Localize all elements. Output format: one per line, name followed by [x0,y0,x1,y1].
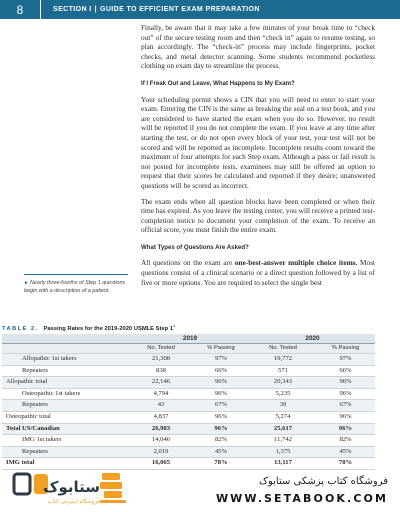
paragraph-cin: Your scheduling permit shows a CIN that you will need to enter to start your exam. Entering the CIN is the same as breaking the seal on a test book, and you are considered to have started the exam when you do so. However, no result will be reported if you do not complete the exam. If you leave at any time after starting the test, or do not open every block of your test, your test will not be scored and will be reported as incomplete. Incomplete results count toward the maximum of four attempts for each Step exam. Although a pass or fail result is not posted for incomplete tests, examinees may still be offered an option to request that their scores be calculated and reported if they desire; unanswered questions will be scored as incorrect. [141,94,375,190]
col-pct-passing-2020: % Passing [316,344,375,354]
section-label: SECTION I [53,6,92,13]
table-row: IMG 1st takers 14,046 82% 11,742 82% [2,435,375,447]
running-title [41,6,260,13]
emphasis-one-best-answer: one-best-answer multiple choice items. [234,258,358,268]
col-no-tested-2019: No. Tested [130,344,192,354]
passing-rates-table [2,334,375,470]
col-pct-passing-2019: % Passing [192,344,250,354]
table-caption: Passing Rates for the 2019-2020 USMLE Step 1 [43,325,174,332]
paragraph-exam-end: The exam ends when all question blocks have been completed or when their time has expired. As you leave the testing center, you will receive a printed test-completion notice to document your completion of the exam. To receive an official score, you must finish the entire exam. [141,196,375,235]
title-separator: | [94,6,97,13]
heading-question-types: What Types of Questions Are Asked? [141,243,249,251]
table-row: Repeaters 2,019 45% 1,375 45% [2,446,375,458]
table-row: Allopathic total 22,146 96% 20,343 96% [2,377,375,389]
margin-note-text: Nearly three-fourths of Step 1 questions begin with a description of a patient. [24,280,126,295]
paragraph-checkout: Finally, be aware that it may take a few minutes of your break time to “check out” of the secure testing room and then “check in” again to resume testing, so plan accordingly. The “check-in” process may include fingerprints, pocket checks, and metal detector scanning. Some students recommend pocketless clothing on exam day to streamline the process. [141,23,375,71]
book-stack-icon [98,471,128,504]
paragraph-question-types: All questions on the exam are one-best-answer multiple choice items. Most questions consist of a clinical scenario or a direct question followed by a list of five or more options. You are required to select the single best [141,258,376,287]
table-corner-cell [2,334,130,344]
table-column-header [2,344,375,354]
table-row: Osteopathic 1st takers 4,794 96% 5,235 96% [2,388,375,400]
table-row: Total US/Canadian 26,983 96% 25,617 96% [2,423,375,435]
col-no-tested-2020: No. Tested [250,344,316,354]
margin-note [24,274,128,295]
triangle-bullet-icon: ► [24,280,29,286]
logo-subtitle: فروشگاه اینترنتی کتاب [47,499,100,505]
logo-mark-left [14,474,30,494]
table-year-header [2,334,375,344]
table-caption-footnote: a [173,323,176,328]
table-label: TABLE 2. [2,325,39,332]
year-2020-header: 2020 [250,334,375,344]
table-row: Repeaters 838 66% 571 66% [2,365,375,377]
heading-freak-out: If I Freak Out and Leave, What Happens to My Exam? [141,79,295,87]
page-header [0,0,400,19]
chapter-title: GUIDE TO EFFICIENT EXAM PREPARATION [99,6,260,13]
store-name-persian: فروشگاه کتاب پزشکی ستابوک [259,476,388,487]
table-row: IMG total 16,065 78% 13,117 78% [2,458,375,470]
page-number: 8 [0,0,41,19]
setabook-logo [12,471,102,507]
year-2019-header: 2019 [130,334,250,344]
store-url[interactable]: WWW.SETABOOK.COM [215,492,388,505]
body-text-column [141,23,375,287]
table-row: Allopathic 1st takers 21,308 97% 19,772 97% [2,354,375,366]
table-row: Osteopathic total 4,837 96% 5,274 96% [2,411,375,423]
table-row: Repeaters 43 67% 39 67% [2,400,375,412]
table-corner-cell [2,344,130,354]
logo-wordmark: ستابوک [43,478,100,496]
table-title [2,323,175,332]
